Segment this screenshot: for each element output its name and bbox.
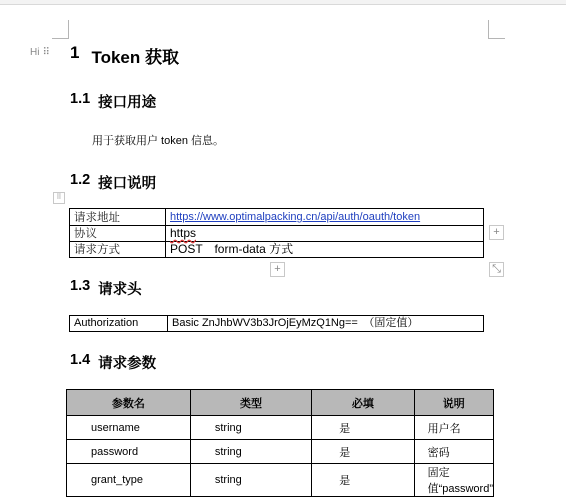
param-required-cell: 是 — [312, 416, 414, 440]
table-cell-value: POST form-data 方式 — [166, 242, 484, 258]
request-header-table — [69, 315, 484, 332]
heading-1-title: Token 获取 — [91, 48, 179, 67]
table-cell-key: Authorization — [70, 316, 168, 332]
heading-1-4-number: 1.4 — [70, 352, 91, 368]
column-header: 必填 — [312, 390, 414, 416]
column-header: 类型 — [190, 390, 311, 416]
add-column-button[interactable]: + — [489, 225, 504, 240]
heading-1-2-number: 1.2 — [70, 172, 91, 188]
table-row — [70, 242, 484, 258]
table-row — [67, 464, 494, 497]
param-desc-cell: 密码 — [414, 440, 493, 464]
heading-1-1-title: 接口用途 — [98, 95, 157, 111]
param-type-cell: string — [190, 464, 311, 497]
heading-1-3 — [70, 278, 142, 299]
heading-1-4-title: 请求参数 — [98, 356, 157, 372]
table-cell-value: Basic ZnJhbWV3b3JrOjEyMzQ1Ng== （固定值） — [168, 316, 484, 332]
table-row — [70, 209, 484, 226]
table-row — [70, 316, 484, 332]
interface-info-table — [69, 208, 484, 258]
table-cell-value — [166, 226, 484, 242]
param-name-cell: username — [67, 416, 191, 440]
table-row — [70, 226, 484, 242]
param-name-cell: grant_type — [67, 464, 191, 497]
param-name-cell: password — [67, 440, 191, 464]
page-corner-mark-right — [488, 20, 505, 39]
table-cell-value — [166, 209, 484, 226]
ruler-strip — [0, 0, 566, 5]
param-required-cell: 是 — [312, 464, 414, 497]
heading-1-3-title: 请求头 — [98, 282, 142, 298]
table-row — [67, 416, 494, 440]
table-move-handle[interactable]: ⠿ — [53, 192, 65, 204]
table-row — [67, 440, 494, 464]
heading-1-1 — [70, 91, 156, 112]
heading-1-1-number: 1.1 — [70, 91, 91, 107]
heading-1-4 — [70, 352, 156, 373]
heading-1 — [70, 43, 179, 68]
endpoint-link[interactable]: https://www.optimalpacking.cn/api/auth/oauth/token — [170, 211, 421, 223]
page-corner-mark-left — [52, 20, 69, 39]
heading-drag-handle[interactable] — [30, 47, 50, 58]
param-type-cell: string — [190, 440, 311, 464]
table-cell-key: 请求地址 — [70, 209, 166, 226]
param-type-cell: string — [190, 416, 311, 440]
request-params-table — [66, 389, 494, 497]
param-required-cell: 是 — [312, 440, 414, 464]
column-header: 说明 — [414, 390, 493, 416]
heading-1-2 — [70, 172, 156, 193]
add-row-button[interactable]: + — [270, 262, 285, 277]
table-resize-handle[interactable]: ⤡ — [489, 262, 504, 277]
heading-1-3-number: 1.3 — [70, 278, 91, 294]
heading-1-number: 1 — [70, 43, 80, 62]
table-header-row — [67, 390, 494, 416]
heading-1-2-title: 接口说明 — [98, 176, 157, 192]
param-desc-cell: 固定值“password” — [414, 464, 493, 497]
drag-dots-icon: ⠿ — [42, 47, 50, 58]
param-desc-cell: 用户名 — [414, 416, 493, 440]
table-cell-key: 请求方式 — [70, 242, 166, 258]
heading-style-label: Hi — [30, 47, 40, 58]
purpose-paragraph: 用于获取用户 token 信息。 — [92, 135, 225, 147]
table-cell-key: 协议 — [70, 226, 166, 242]
protocol-value: https — [170, 226, 197, 240]
column-header: 参数名 — [67, 390, 191, 416]
